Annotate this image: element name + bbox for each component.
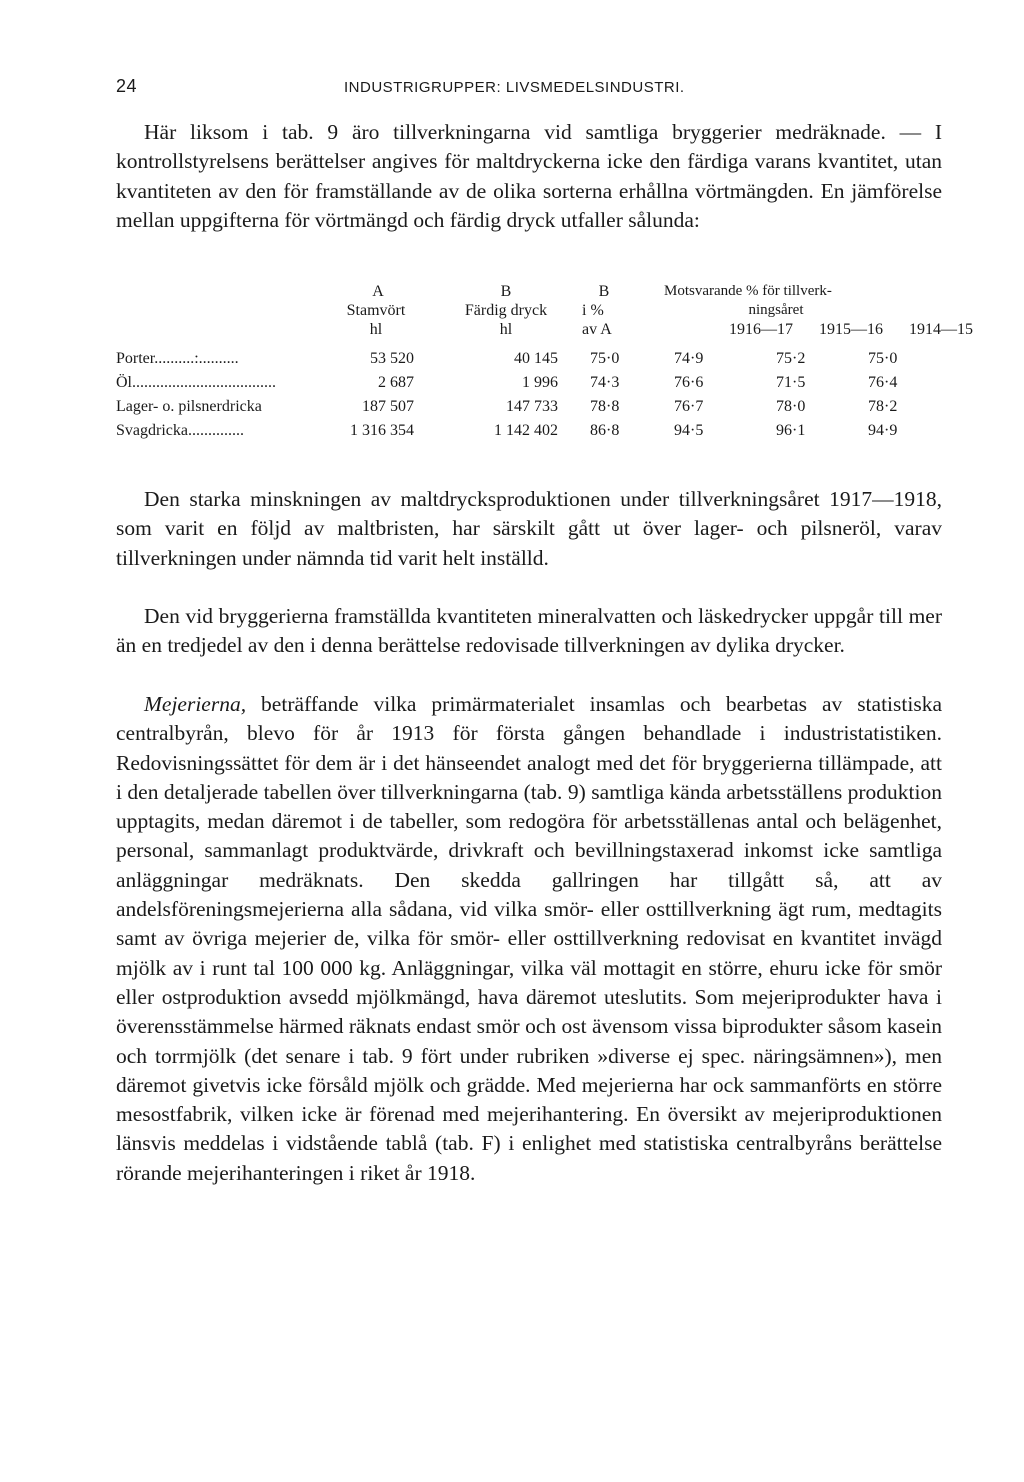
year-1914-15: 1914—15 (909, 321, 973, 338)
col-pct-label: i % (582, 302, 604, 319)
paragraph-maltdryck: Den starka minskningen av maltdrycksproduktionen under tillverkningsåret 1917—1918, som varit en följd av maltbristen, har särskilt gått ut över lager- och pilsneröl, varav tillverkningen under nämnda tid varit helt inställd. (116, 487, 942, 570)
cell-pct: 78·8 (590, 398, 620, 415)
cell-1915-16: 78·0 (776, 398, 806, 415)
cell-a: 1 316 354 (350, 422, 414, 439)
col-pct-letter: B (598, 283, 610, 300)
paragraph-mineralvatten: Den vid bryggerierna framställda kvantiteten mineralvatten och läskedrycker uppgår till mer än en tredjedel av den i denna berättelse redovisade tillverkningen av dylika drycker. (116, 604, 942, 658)
cell-1914-15: 75·0 (868, 350, 898, 367)
cell-1915-16: 75·2 (776, 350, 806, 367)
cell-a: 187 507 (362, 398, 414, 415)
tillverkningsaret-label: ningsåret (748, 302, 804, 318)
cell-1914-15: 94·9 (868, 422, 898, 439)
cell-pct: 74·3 (590, 374, 620, 391)
col-a-unit: hl (369, 321, 383, 338)
header-title: INDUSTRIGRUPPER: LIVSMEDELSINDUSTRI. (344, 79, 685, 96)
cell-1916-17: 94·5 (674, 422, 704, 439)
mejerierna-lead: Mejerierna, (144, 692, 247, 716)
col-b-unit: hl (499, 321, 513, 338)
cell-1916-17: 76·7 (674, 398, 704, 415)
cell-b: 40 145 (514, 350, 558, 367)
cell-a: 53 520 (370, 350, 414, 367)
col-b-label: Färdig dryck (464, 302, 548, 319)
cell-1914-15: 78·2 (868, 398, 898, 415)
row-label-lager: Lager- o. pilsnerdricka (116, 398, 262, 415)
cell-1916-17: 76·6 (674, 374, 704, 391)
cell-b: 1 142 402 (494, 422, 558, 439)
col-b-letter: B (500, 283, 512, 300)
cell-pct: 75·0 (590, 350, 620, 367)
cell-a: 2 687 (378, 374, 414, 391)
running-head (116, 76, 946, 97)
col-pct-unit: av A (582, 321, 612, 338)
motsvarande-label: Motsvarande % för tillverk- (664, 283, 832, 299)
cell-1914-15: 76·4 (868, 374, 898, 391)
row-label-ol: Öl.................................... (116, 374, 276, 391)
col-a-letter: A (372, 283, 384, 300)
cell-b: 147 733 (506, 398, 558, 415)
mejerierna-body: beträffande vilka primärmaterialet insamlas och bearbetas av statistiska centralbyrån, blevo för år 1913 för första gången behandlade i industristatistiken. Redovisningssättet för dem är i det hänseendet analogt med det för bryggerierna tillämpade, att i den detaljerade tabellen över tillverkningarna (tab. 9) samtliga kända arbetsställens produktion upptagits, medan däremot i de tabeller, som redogöra för arbetsställenas antal och belägenhet, personal, sammanlagt produktvärde, drivkraft och bevillningstaxerad inkomst icke samtliga anläggningar medräknats. Den skedda gallringen har tillgått så, att av andelsföreningsmejerierna alla sådana, vid vilka smör- eller osttillverkning ägt rum, medtagits samt av övriga mejerier de, vilka för smör- eller osttillverkning redovisat en kvantitet invägd mjölk av i runt tal 100 000 kg. Anläggningar, vilka väl mottagit en större, ehuru icke för smör eller ostproduktion avsedd mjölkmängd, hava däremot uteslutits. Som mejeriprodukter hava i överensstämmelse härmed räknats endast smör och ost ävensom vissa biprodukter såsom kasein och torrmjölk (det senare i tab. 9 fört under rubriken »diverse ej spec. näringsämnen»), men däremot givetvis icke försåld mjölk och grädde. Med mejerierna har ock sammanförts en större mesostfabrik, vilken icke är förenad med mejerihantering. En översikt av mejeriproduktionen länsvis meddelas i vidstående tablå (tab. F) i enlighet med statistiska centralbyråns berättelse rörande mejerihanteringen i riket år 1918. (116, 692, 942, 1185)
comparison-table (116, 280, 973, 450)
intro-paragraph: Här liksom i tab. 9 äro tillverkningarna vid samtliga bryggerier medräknade. — I kontrollstyrelsens berättelser angives för maltdryckerna icke den färdiga varans kvantitet, utan kvantiteten av den för framställande av de olika sorterna erhållna vörtmängden. En jämförelse mellan uppgifterna för vörtmängd och färdig dryck utfaller sålunda: (116, 120, 942, 232)
row-label-porter: Porter..........:.......... (116, 350, 239, 367)
page-number: 24 (116, 76, 138, 96)
cell-1915-16: 96·1 (776, 422, 806, 439)
cell-1916-17: 74·9 (674, 350, 704, 367)
year-1915-16: 1915—16 (819, 321, 883, 338)
year-1916-17: 1916—17 (729, 321, 793, 338)
row-label-svagdricka: Svagdricka.............. (116, 422, 244, 439)
cell-b: 1 996 (522, 374, 558, 391)
cell-1915-16: 71·5 (776, 374, 806, 391)
paragraph-mejerierna (116, 690, 942, 1188)
cell-pct: 86·8 (590, 422, 620, 439)
col-a-label: Stamvört (346, 302, 406, 319)
